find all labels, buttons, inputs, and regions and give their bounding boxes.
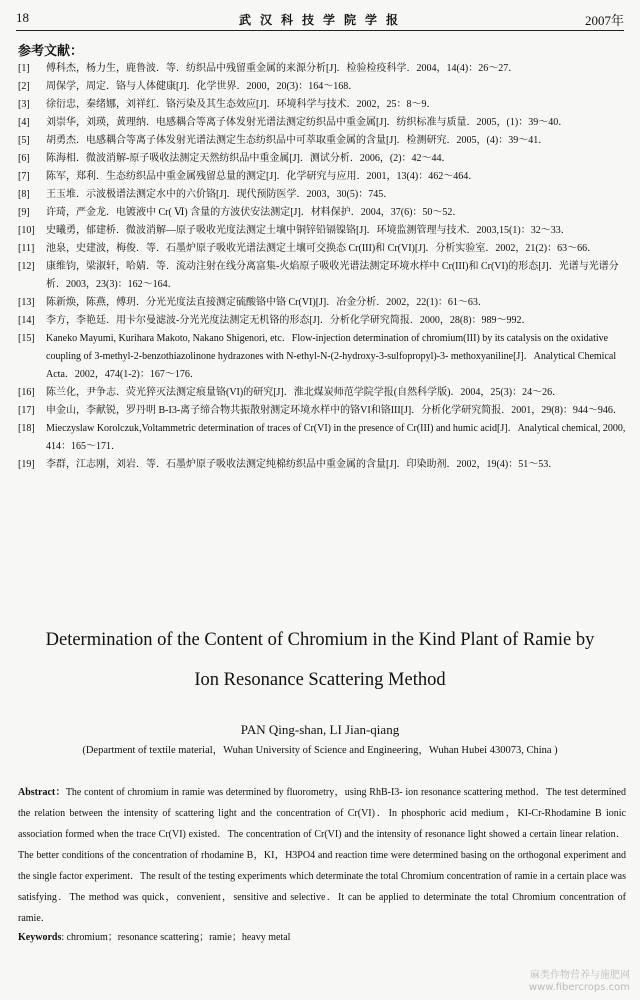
reference-text: 刘崇华，刘瑛，黄理纳．电感耦合等离子体发射光谱法测定纺织品中重金属[J]．纺织标准与质量．2005，(1)：39～40． bbox=[46, 117, 569, 128]
reference-text: 李群，江志刚，刘岩．等．石墨炉原子吸收法测定纯棉纺织品中重金属的含量[J]．印染助剂．2002，19(4)：51～53． bbox=[46, 459, 559, 470]
keywords-label: Keywords bbox=[18, 932, 62, 943]
reference-text: 徐衍忠，秦绪娜，刘祥红．铬污染及其生态效应[J]．环境科学与技术．2002，25：8～9． bbox=[46, 99, 437, 110]
reference-number: [18] bbox=[18, 423, 35, 434]
reference-item bbox=[18, 204, 628, 222]
reference-item bbox=[18, 168, 628, 186]
reference-text: 李方，李艳廷．用卡尔曼滤波-分光光度法测定无机铬的形态[J]．分析化学研究简报．2000，28(8)：989～992． bbox=[46, 315, 532, 326]
reference-text: 王玉堆．示波极谱法测定水中的六价铬[J]．现代预防医学．2003，30(5)：745． bbox=[46, 189, 394, 200]
reference-number: [2] bbox=[18, 81, 30, 92]
affiliation: (Department of textile material，Wuhan University of Science and Engineering，Wuhan Hubei 430073, China ) bbox=[82, 745, 558, 756]
reference-number: [5] bbox=[18, 135, 30, 146]
page-number: 18 bbox=[16, 10, 29, 25]
reference-text: 傅科杰，杨力生，鹿鲁波．等．纺织品中残留重金属的来源分析[J]．检验检疫科学．2004，14(4)：26～27． bbox=[46, 63, 519, 74]
reference-number: [19] bbox=[18, 459, 35, 470]
reference-number: [15] bbox=[18, 333, 35, 344]
reference-number: [3] bbox=[18, 99, 30, 110]
page-header bbox=[16, 8, 624, 31]
abstract-label: Abstract： bbox=[18, 787, 66, 798]
paper-title bbox=[10, 620, 630, 700]
reference-item bbox=[18, 78, 628, 96]
reference-item bbox=[18, 420, 628, 456]
publication-year: 2007年 bbox=[584, 13, 624, 28]
reference-text: 康维钧，梁淑轩，哈婧．等．流动注射在线分离富集-火焰原子吸收光谱法测定环境水样中 Cr(III)和 Cr(VI)的形态[J]．光谱与光谱分析．2003，23(3)：162～164． bbox=[46, 261, 619, 290]
reference-number: [1] bbox=[18, 63, 30, 74]
reference-item bbox=[18, 312, 628, 330]
reference-item bbox=[18, 258, 628, 294]
reference-text: 陈兰化，尹争志．荧光猝灭法测定痕量铬(VI)的研究[J]．淮北煤炭师范学院学报(自然科学版)．2004，25(3)：24～26． bbox=[46, 387, 563, 398]
reference-item bbox=[18, 222, 628, 240]
title-line-1: Determination of the Content of Chromium in the Kind Plant of Ramie by bbox=[45, 630, 595, 650]
reference-number: [14] bbox=[18, 315, 35, 326]
reference-item bbox=[18, 330, 628, 384]
reference-text: 池泉，史建波，梅俊．等．石墨炉原子吸收光谱法测定土壤可交换态 Cr(III)和 Cr(VI)[J]．分析实验室．2002，21(2)：63～66． bbox=[46, 243, 598, 254]
watermark-line-1: 麻类作物营养与施肥网 bbox=[530, 970, 630, 981]
reference-text: 陈海相．微波消解-原子吸收法测定天然纺织品中重金属[J]．测试分析．2006，(2)：42～44． bbox=[46, 153, 452, 164]
title-line-2: Ion Resonance Scattering Method bbox=[194, 670, 446, 690]
reference-item bbox=[18, 150, 628, 168]
reference-text: Kaneko Mayumi, Kurihara Makoto, Nakano Shigenori, etc．Flow-injection determination of chromium(III) by its catalysis on the oxidative coupling of 3-methyl-2-benzothiazolinone hydrazones with N-ethyl-N-(2-hydroxy-3-sulfopropyl)-3- methoxyaniline[J]．Analytical Chemical Acta．2002，474(1-2)：167～176． bbox=[46, 333, 617, 380]
reference-number: [9] bbox=[18, 207, 30, 218]
reference-item bbox=[18, 60, 628, 78]
reference-number: [4] bbox=[18, 117, 30, 128]
reference-item bbox=[18, 456, 628, 474]
reference-list bbox=[18, 60, 628, 474]
reference-number: [13] bbox=[18, 297, 35, 308]
reference-text: 申金山，李献锐，罗丹明 B-I3-离子缔合物共振散射测定环境水样中的铬VI和铬III[J]．分析化学研究简报．2001，29(8)：944～946． bbox=[46, 405, 623, 416]
reference-text: 陈军，郑利．生态纺织品中重金属残留总量的测定[J]．化学研究与应用．2001，13(4)：462～464． bbox=[46, 171, 479, 182]
journal-name: 武 汉 科 技 学 院 学 报 bbox=[238, 13, 401, 27]
reference-number: [12] bbox=[18, 261, 35, 272]
watermark-line-2: www.fibercrops.com bbox=[528, 982, 630, 993]
reference-number: [6] bbox=[18, 153, 30, 164]
authors: PAN Qing-shan, LI Jian-qiang bbox=[240, 722, 400, 737]
reference-number: [17] bbox=[18, 405, 35, 416]
reference-text: 史曦勇，郁建桥．微波消解—原子吸收光度法测定土壤中铜锌铅镉镍铬[J]．环境监测管理与技术．2003,15(1)：32～33． bbox=[46, 225, 571, 236]
reference-number: [10] bbox=[18, 225, 35, 236]
reference-item bbox=[18, 384, 628, 402]
reference-item bbox=[18, 294, 628, 312]
reference-text: 陈新焕，陈燕，傅玥．分光光度法直接测定硫酸铬中铬 Cr(VI)[J]．冶金分析．2002，22(1)：61～63． bbox=[46, 297, 488, 308]
reference-item bbox=[18, 186, 628, 204]
reference-number: [11] bbox=[18, 243, 35, 254]
reference-item bbox=[18, 114, 628, 132]
reference-number: [7] bbox=[18, 171, 30, 182]
keywords bbox=[18, 928, 290, 943]
reference-number: [16] bbox=[18, 387, 35, 398]
reference-item bbox=[18, 132, 628, 150]
abstract bbox=[18, 782, 626, 929]
reference-text: 周保学，周定．铬与人体健康[J]．化学世界．2000，20(3)：164～168． bbox=[46, 81, 359, 92]
reference-item bbox=[18, 96, 628, 114]
reference-item bbox=[18, 402, 628, 420]
reference-text: 许琦，严金龙．电镀液中 Cr( Ⅵ) 含量的方波伏安法测定[J]．材料保护．2004，37(6)：50～52． bbox=[46, 207, 463, 218]
reference-text: Mieczyslaw Korolczuk,Voltammetric determination of traces of Cr(VI) in the presence of Cr(III) and humic acid[J]．Analytical chemical, 2000, 414：165～171． bbox=[46, 423, 626, 452]
watermark bbox=[529, 970, 630, 994]
reference-item bbox=[18, 240, 628, 258]
references-heading: 参考文献： bbox=[18, 43, 84, 58]
keywords-text: : chromium；resonance scattering；ramie；heavy metal bbox=[61, 932, 291, 943]
reference-text: 胡勇杰．电感耦合等离子体发射光谱法测定生态纺织品中可萃取重金属的含量[J]．检测研究．2005，(4)：39～41． bbox=[46, 135, 549, 146]
reference-number: [8] bbox=[18, 189, 30, 200]
abstract-text: The content of chromium in ramie was determined by fluorometry，using RhB-I3- ion resonance scattering method．The test determined the relation between the intensity of scattering light and the concentration of Cr(VI)．In phosphoric acid medium，KI-Cr-Rhodamine B ionic association formed when the trace Cr(VI) existed．The concentration of Cr(VI) and the intensity of resonance light showed a certain linear relation．The better conditions of the concentration of rhodamine B，KI，H3PO4 and reaction time were determined basing on the orthogonal experiment and the single factor experiment．The result of the testing experiments which determinate the total Chromium concentration of ramie in a certain place was satisfying．The method was quick，convenient，sensitive and selective．It can be applied to determinate the total Chromium concentration of ramie． bbox=[18, 787, 626, 924]
